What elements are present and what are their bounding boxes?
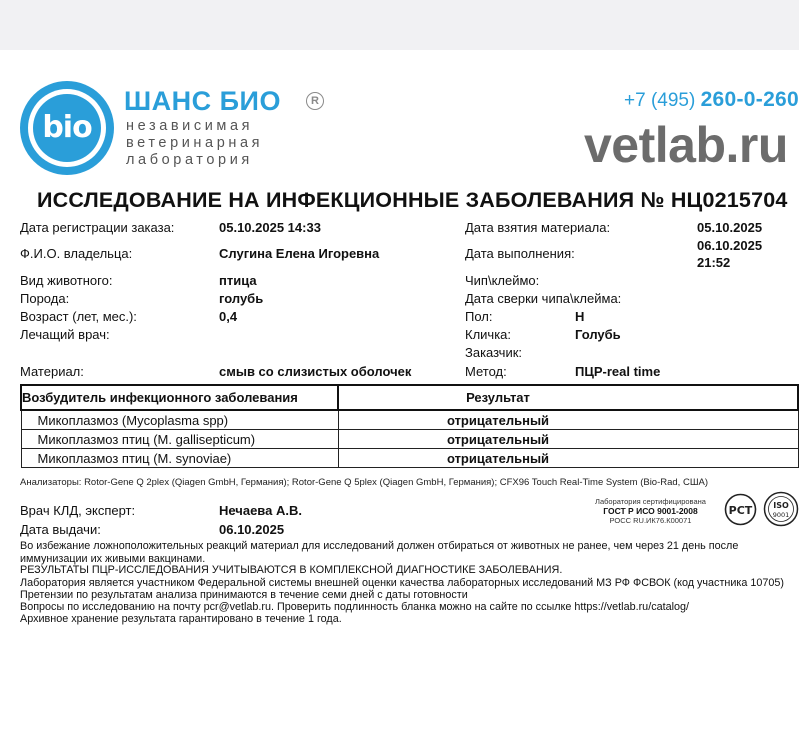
method-label: Метод: — [465, 364, 507, 379]
note-line-5: Претензии по результатам анализа принимаются в течение семи дней с даты готовности — [20, 589, 468, 601]
sample-date-label: Дата взятия материала: — [465, 220, 611, 235]
registered-mark-icon: R — [306, 92, 324, 110]
age-value: 0,4 — [219, 309, 238, 324]
table-row — [21, 410, 798, 430]
document-title: ИССЛЕДОВАНИЕ НА ИНФЕКЦИОННЫЕ ЗАБОЛЕВАНИЯ № НЦ0215704 — [37, 188, 788, 212]
result-cell: отрицательный — [338, 449, 798, 468]
pct-mark-text: РСТ — [728, 504, 753, 517]
owner-value: Слугина Елена Игоревна — [219, 246, 380, 261]
sex-value: Н — [575, 309, 585, 324]
nickname-value: Голубь — [575, 327, 621, 342]
top-bar — [0, 0, 799, 50]
age-label: Возраст (лет, мес.): — [20, 309, 137, 324]
logo-text: bio — [33, 94, 101, 162]
breed-label: Порода: — [20, 291, 70, 306]
sex-label: Пол: — [465, 309, 493, 324]
certification-block — [583, 497, 718, 525]
analyzers-text: Анализаторы: Rotor-Gene Q 2plex (Qiagen GmbH, Германия); Rotor-Gene Q 5plex (Qiagen GmbH, Германия); CFX96 Touch Real-Time System (Bio-Rad, США) — [20, 477, 709, 488]
header-pathogen: Возбудитель инфекционного заболевания — [21, 385, 338, 410]
tagline-line-2: ветеринарная — [126, 135, 264, 151]
breed-value: голубь — [219, 291, 264, 306]
tagline-line-1: независимая — [126, 118, 254, 134]
doctor-label: Лечащий врач: — [20, 327, 110, 342]
brand-name: ШАНС БИО — [124, 86, 281, 116]
iso-bottom-text: 9001 — [772, 511, 790, 519]
chip-label: Чип\клеймо: — [465, 273, 540, 288]
note-line-6: Вопросы по исследованию на почту pcr@vetlab.ru. Проверить подлинность бланка можно на сайте по ссылке https://vetlab.ru/catalog/ — [20, 601, 690, 613]
species-value: птица — [219, 273, 257, 288]
material-label: Материал: — [20, 364, 84, 379]
note-line-1: Во избежание ложноположительных реакций материал для исследований должен отбираться от животных не ранее, чем через 21 день после — [20, 540, 739, 552]
pathogen-cell: Микоплазмоз птиц (M. gallisepticum) — [21, 430, 338, 449]
sample-date-value: 05.10.2025 — [697, 220, 763, 235]
phone — [624, 88, 799, 112]
species-label: Вид животного: — [20, 273, 113, 288]
tagline-line-3: лаборатория — [126, 152, 253, 168]
result-cell: отрицательный — [338, 430, 798, 449]
phone-number: 260-0-260 — [700, 88, 799, 111]
pathogen-cell: Микоплазмоз (Mycoplasma spp) — [21, 410, 338, 430]
result-cell: отрицательный — [338, 410, 798, 430]
issue-date-value: 06.10.2025 — [219, 522, 285, 537]
website: vetlab.ru — [584, 117, 788, 173]
results-table — [20, 384, 799, 468]
done-time-value: 21:52 — [697, 255, 731, 270]
nickname-label: Кличка: — [465, 327, 512, 342]
table-row — [21, 449, 798, 468]
reg-date-label: Дата регистрации заказа: — [20, 220, 175, 235]
note-line-3: РЕЗУЛЬТАТЫ ПЦР-ИССЛЕДОВАНИЯ УЧИТЫВАЮТСЯ В КОМПЛЕКСНОЙ ДИАГНОСТИКЕ ЗАБОЛЕВАНИЯ. — [20, 564, 563, 576]
done-date-label: Дата выполнения: — [465, 246, 575, 261]
table-row — [21, 430, 798, 449]
iso-mark-icon — [763, 491, 799, 527]
note-line-4: Лаборатория является участником Федеральной системы внешней оценки качества лабораторных исследований МЗ РФ ФСВОК (код участника 10705) — [20, 577, 784, 589]
note-line-2: иммунизации их живыми вакцинами. — [20, 553, 206, 565]
material-value: смыв со слизистых оболочек — [219, 364, 412, 379]
expert-value: Нечаева А.В. — [219, 503, 302, 518]
cert-line-2: ГОСТ Р ИСО 9001-2008 — [603, 506, 698, 516]
customer-label: Заказчик: — [465, 345, 523, 360]
method-value: ПЦР-real time — [575, 364, 661, 379]
table-header-row — [21, 385, 798, 410]
phone-prefix: +7 (495) — [624, 90, 701, 111]
expert-label: Врач КЛД, эксперт: — [20, 503, 136, 518]
bio-logo-icon — [20, 81, 114, 175]
pct-mark-icon — [724, 493, 757, 526]
chip-check-label: Дата сверки чипа\клейма: — [465, 291, 622, 306]
note-line-7: Архивное хранение результата гарантировано в течение 1 года. — [20, 613, 342, 625]
cert-line-1: Лаборатория сертифицирована — [595, 497, 706, 506]
cert-line-3: РОСС RU.ИК76.К00071 — [609, 516, 692, 525]
done-date-value: 06.10.2025 — [697, 238, 763, 253]
owner-label: Ф.И.О. владельца: — [20, 246, 133, 261]
issue-date-label: Дата выдачи: — [20, 522, 101, 537]
pathogen-cell: Микоплазмоз птиц (M. synoviae) — [21, 449, 338, 468]
header-result: Результат — [338, 385, 798, 410]
iso-top-text: ISO — [773, 501, 789, 510]
reg-date-value: 05.10.2025 14:33 — [219, 220, 321, 235]
